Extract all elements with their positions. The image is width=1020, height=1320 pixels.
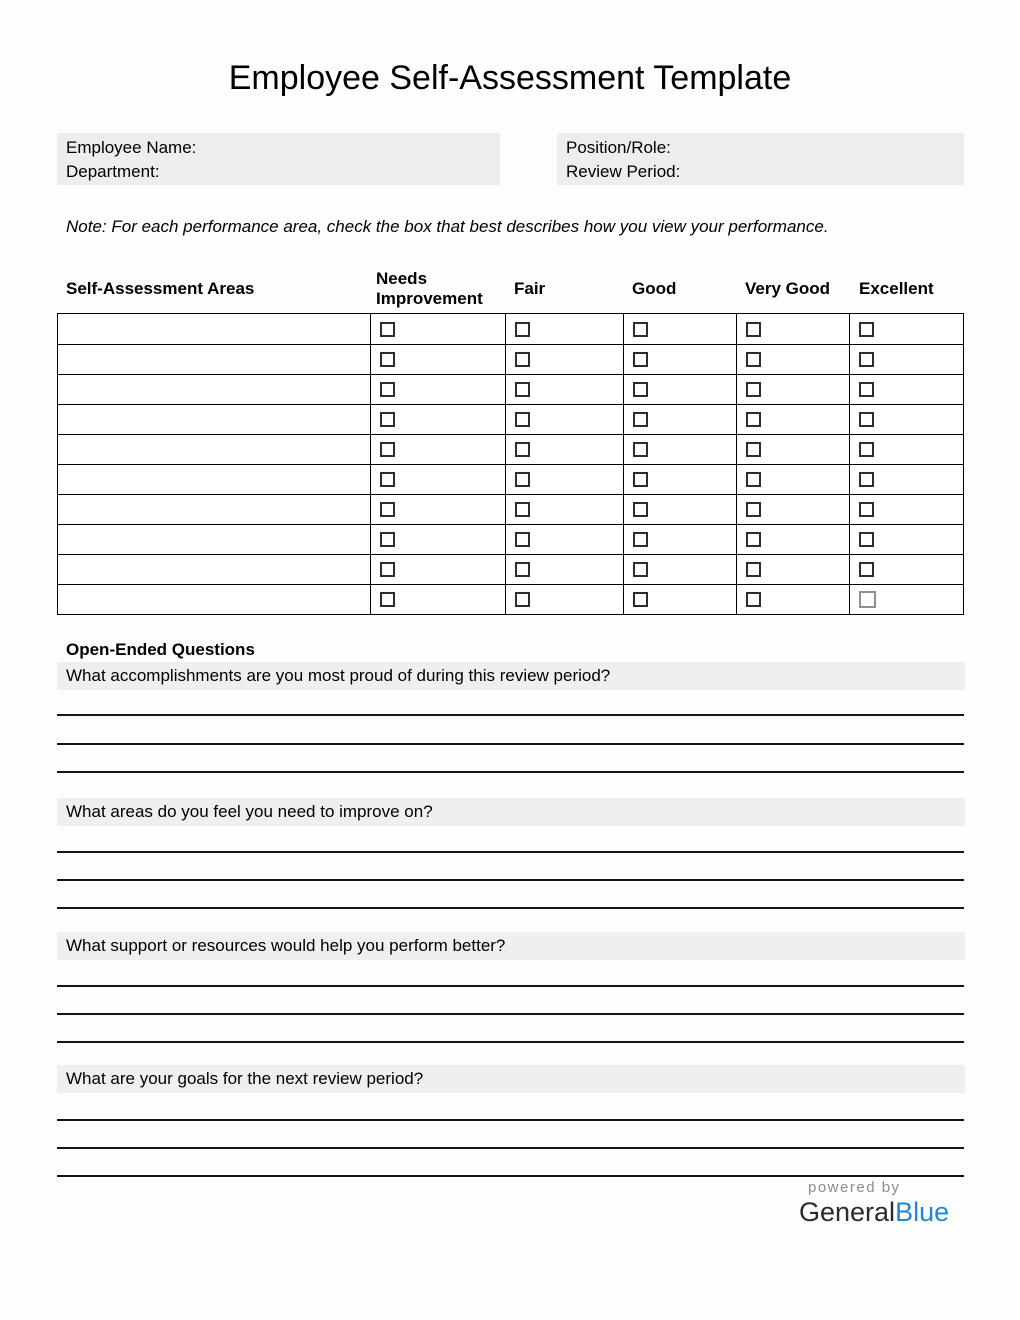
rating-cell [623, 465, 736, 494]
rating-checkbox[interactable] [859, 382, 874, 397]
rating-cell [505, 525, 623, 554]
rating-cell [849, 585, 963, 614]
rating-cell [849, 465, 963, 494]
rating-cell [736, 314, 850, 344]
rating-checkbox[interactable] [380, 562, 395, 577]
rating-cell [370, 555, 505, 584]
area-cell[interactable] [58, 555, 370, 584]
rating-checkbox[interactable] [859, 532, 874, 547]
rating-checkbox[interactable] [859, 472, 874, 487]
rating-cell [623, 435, 736, 464]
rating-checkbox[interactable] [633, 382, 648, 397]
rating-checkbox[interactable] [380, 412, 395, 427]
employee-info-box[interactable] [57, 133, 500, 185]
rating-cell [505, 405, 623, 434]
rating-cell [370, 495, 505, 524]
rating-checkbox[interactable] [746, 322, 761, 337]
table-row [58, 464, 963, 494]
area-cell[interactable] [58, 345, 370, 374]
rating-cell [370, 435, 505, 464]
powered-by-text: powered by [808, 1179, 901, 1196]
rating-cell [505, 345, 623, 374]
rating-cell [623, 314, 736, 344]
table-row [58, 374, 963, 404]
employee-name-label: Employee Name: [66, 138, 197, 157]
answer-line[interactable] [57, 743, 964, 745]
brand-footer [799, 1179, 949, 1227]
answer-line[interactable] [57, 851, 964, 853]
area-cell[interactable] [58, 585, 370, 614]
rating-checkbox[interactable] [746, 472, 761, 487]
rating-checkbox[interactable] [859, 502, 874, 517]
rating-cell [736, 345, 850, 374]
answer-line[interactable] [57, 907, 964, 909]
rating-checkbox[interactable] [746, 532, 761, 547]
rating-checkbox[interactable] [633, 592, 648, 607]
department-label: Department: [66, 162, 160, 181]
rating-checkbox[interactable] [633, 442, 648, 457]
rating-checkbox[interactable] [515, 502, 530, 517]
rating-checkbox[interactable] [380, 442, 395, 457]
rating-cell [370, 375, 505, 404]
rating-checkbox[interactable] [380, 532, 395, 547]
rating-cell [505, 555, 623, 584]
question-improve-areas: What areas do you feel you need to improve on? [57, 798, 965, 826]
review-period-label: Review Period: [566, 162, 681, 181]
rating-cell [505, 495, 623, 524]
area-cell[interactable] [58, 405, 370, 434]
rating-cell [736, 555, 850, 584]
rating-cell [736, 585, 850, 614]
table-header-row [57, 264, 964, 313]
header-self-assessment-areas: Self-Assessment Areas [66, 278, 255, 298]
assessment-grid [57, 313, 964, 615]
rating-checkbox[interactable] [859, 591, 876, 608]
open-ended-heading: Open-Ended Questions [66, 640, 255, 659]
rating-cell [736, 405, 850, 434]
rating-checkbox[interactable] [380, 592, 395, 607]
area-cell[interactable] [58, 525, 370, 554]
answer-line[interactable] [57, 714, 964, 716]
rating-checkbox[interactable] [859, 322, 874, 337]
table-row [58, 494, 963, 524]
rating-cell [505, 585, 623, 614]
rating-cell [849, 345, 963, 374]
rating-checkbox[interactable] [746, 502, 761, 517]
position-info-box[interactable] [557, 133, 964, 185]
table-row [58, 524, 963, 554]
rating-checkbox[interactable] [859, 442, 874, 457]
answer-line[interactable] [57, 771, 964, 773]
rating-cell [370, 465, 505, 494]
area-cell[interactable] [58, 435, 370, 464]
rating-cell [849, 495, 963, 524]
rating-checkbox[interactable] [515, 352, 530, 367]
rating-cell [736, 525, 850, 554]
rating-cell [849, 375, 963, 404]
rating-cell [736, 465, 850, 494]
area-cell[interactable] [58, 314, 370, 344]
table-row [58, 554, 963, 584]
rating-checkbox[interactable] [380, 502, 395, 517]
rating-checkbox[interactable] [633, 412, 648, 427]
instruction-note: Note: For each performance area, check the box that best describes how you view your performance. [66, 217, 829, 236]
rating-checkbox[interactable] [515, 322, 530, 337]
rating-cell [623, 525, 736, 554]
rating-cell [623, 585, 736, 614]
rating-cell [849, 405, 963, 434]
page-title: Employee Self-Assessment Template [228, 59, 792, 97]
rating-cell [736, 375, 850, 404]
rating-cell [370, 405, 505, 434]
answer-line[interactable] [57, 1013, 964, 1015]
rating-checkbox[interactable] [746, 352, 761, 367]
rating-cell [370, 525, 505, 554]
rating-checkbox[interactable] [380, 472, 395, 487]
rating-cell [505, 375, 623, 404]
rating-cell [505, 435, 623, 464]
answer-line[interactable] [57, 985, 964, 987]
rating-cell [370, 345, 505, 374]
rating-checkbox[interactable] [515, 412, 530, 427]
header-fair: Fair [514, 278, 546, 298]
header-excellent: Excellent [859, 278, 934, 298]
rating-checkbox[interactable] [633, 352, 648, 367]
rating-checkbox[interactable] [746, 562, 761, 577]
rating-cell [623, 405, 736, 434]
rating-cell [623, 375, 736, 404]
answer-line[interactable] [57, 1041, 964, 1043]
rating-cell [505, 314, 623, 344]
question-next-goals: What are your goals for the next review period? [57, 1065, 965, 1093]
rating-cell [849, 525, 963, 554]
generalblue-logo [799, 1197, 949, 1227]
table-row [58, 404, 963, 434]
rating-checkbox[interactable] [633, 502, 648, 517]
rating-checkbox[interactable] [515, 382, 530, 397]
rating-cell [736, 495, 850, 524]
rating-checkbox[interactable] [515, 562, 530, 577]
table-row [58, 344, 963, 374]
rating-cell [849, 435, 963, 464]
header-needs-improvement: Needs Improvement [376, 268, 483, 308]
rating-cell [370, 314, 505, 344]
rating-checkbox[interactable] [515, 472, 530, 487]
rating-checkbox[interactable] [859, 412, 874, 427]
rating-cell [849, 555, 963, 584]
answer-line[interactable] [57, 1175, 964, 1177]
rating-checkbox[interactable] [746, 592, 761, 607]
rating-checkbox[interactable] [633, 472, 648, 487]
position-role-label: Position/Role: [566, 138, 671, 157]
rating-checkbox[interactable] [380, 322, 395, 337]
rating-cell [736, 435, 850, 464]
header-good: Good [632, 278, 677, 298]
table-row [58, 584, 963, 614]
rating-checkbox[interactable] [633, 532, 648, 547]
question-support-resources: What support or resources would help you perform better? [57, 932, 965, 960]
rating-checkbox[interactable] [633, 322, 648, 337]
rating-checkbox[interactable] [859, 562, 874, 577]
rating-cell [849, 314, 963, 344]
answer-line[interactable] [57, 879, 964, 881]
rating-cell [623, 495, 736, 524]
header-very-good: Very Good [745, 278, 831, 298]
rating-cell [505, 465, 623, 494]
rating-checkbox[interactable] [859, 352, 874, 367]
rating-checkbox[interactable] [746, 382, 761, 397]
table-row [58, 314, 963, 344]
rating-checkbox[interactable] [380, 382, 395, 397]
rating-checkbox[interactable] [380, 352, 395, 367]
rating-checkbox[interactable] [515, 532, 530, 547]
brand-general: General [799, 1197, 896, 1227]
rating-checkbox[interactable] [633, 562, 648, 577]
rating-cell [370, 585, 505, 614]
table-row [58, 434, 963, 464]
rating-checkbox[interactable] [515, 592, 530, 607]
rating-checkbox[interactable] [746, 412, 761, 427]
rating-checkbox[interactable] [746, 442, 761, 457]
brand-blue: Blue [895, 1197, 950, 1227]
area-cell[interactable] [58, 375, 370, 404]
rating-cell [623, 345, 736, 374]
question-accomplishments: What accomplishments are you most proud of during this review period? [57, 662, 965, 690]
rating-checkbox[interactable] [515, 442, 530, 457]
answer-line[interactable] [57, 1119, 964, 1121]
area-cell[interactable] [58, 465, 370, 494]
rating-cell [623, 555, 736, 584]
answer-line[interactable] [57, 1147, 964, 1149]
area-cell[interactable] [58, 495, 370, 524]
